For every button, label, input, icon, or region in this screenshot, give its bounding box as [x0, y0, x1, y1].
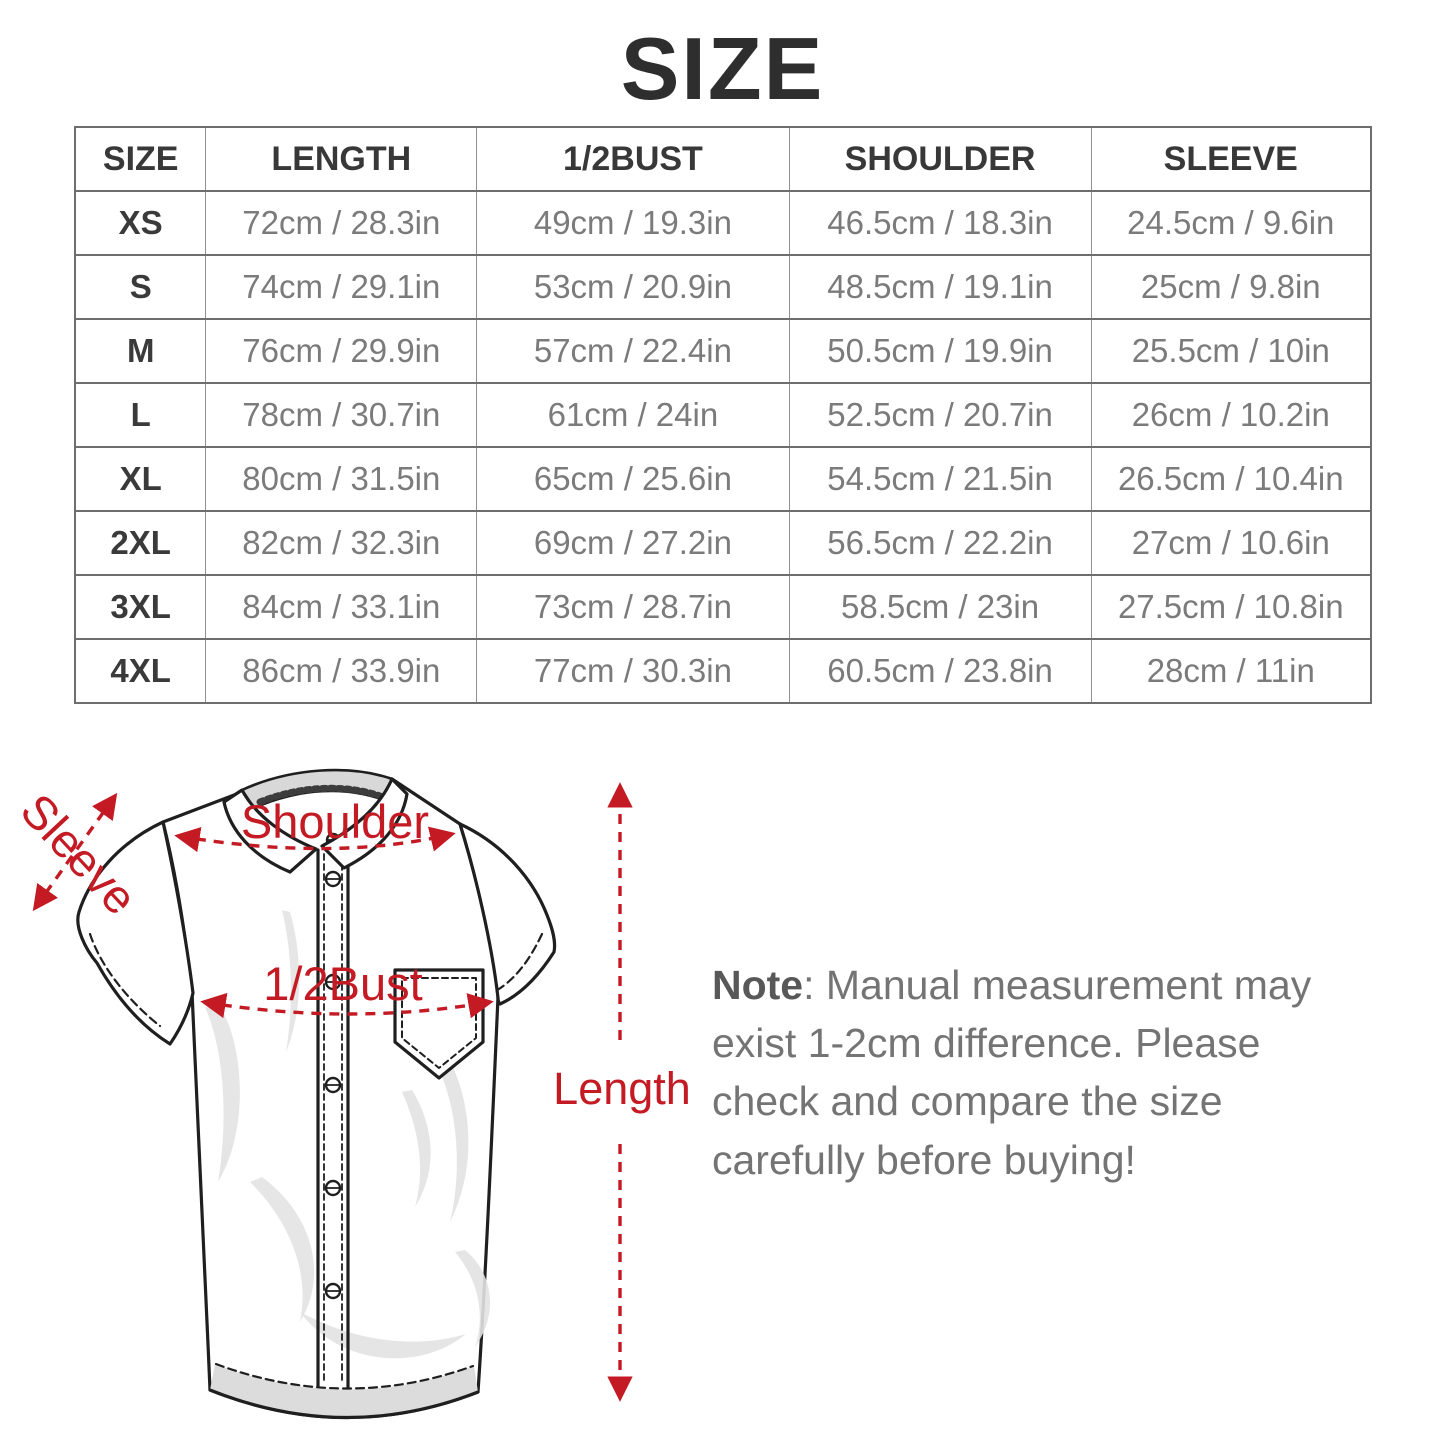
size-cell: XS: [75, 191, 206, 255]
note-label: Note: [712, 962, 804, 1008]
measurement-cell: 26.5cm / 10.4in: [1091, 447, 1371, 511]
table-row: [75, 383, 1371, 447]
shirt-measurement-diagram: [0, 752, 700, 1445]
table-row: [75, 447, 1371, 511]
measurement-cell: 26cm / 10.2in: [1091, 383, 1371, 447]
measurement-cell: 78cm / 30.7in: [206, 383, 477, 447]
column-header: 1/2BUST: [477, 127, 789, 191]
sleeve-label: Sleeve: [10, 783, 148, 925]
table-row: [75, 639, 1371, 703]
measurement-cell: 84cm / 33.1in: [206, 575, 477, 639]
measurement-cell: 52.5cm / 20.7in: [789, 383, 1091, 447]
shirt-body: [163, 774, 498, 1417]
measurement-cell: 57cm / 22.4in: [477, 319, 789, 383]
measurement-cell: 54.5cm / 21.5in: [789, 447, 1091, 511]
measurement-cell: 76cm / 29.9in: [206, 319, 477, 383]
table-row: [75, 255, 1371, 319]
measurement-cell: 74cm / 29.1in: [206, 255, 477, 319]
measurement-cell: 49cm / 19.3in: [477, 191, 789, 255]
size-cell: M: [75, 319, 206, 383]
column-header: SHOULDER: [789, 127, 1091, 191]
table-row: [75, 511, 1371, 575]
measurement-cell: 50.5cm / 19.9in: [789, 319, 1091, 383]
measurement-cell: 46.5cm / 18.3in: [789, 191, 1091, 255]
table-row: [75, 575, 1371, 639]
column-header: LENGTH: [206, 127, 477, 191]
column-header: SIZE: [75, 127, 206, 191]
size-cell: 3XL: [75, 575, 206, 639]
shirt-diagram-svg: [0, 752, 700, 1445]
measurement-cell: 25cm / 9.8in: [1091, 255, 1371, 319]
size-cell: XL: [75, 447, 206, 511]
shoulder-label: Shoulder: [240, 795, 430, 848]
table-header-row: [75, 127, 1371, 191]
measurement-cell: 48.5cm / 19.1in: [789, 255, 1091, 319]
measurement-cell: 25.5cm / 10in: [1091, 319, 1371, 383]
measurement-cell: 27cm / 10.6in: [1091, 511, 1371, 575]
length-label: Length: [553, 1063, 691, 1114]
note-text: [712, 956, 1357, 1189]
half-bust-label: 1/2Bust: [263, 957, 423, 1010]
page-title: SIZE: [620, 19, 825, 118]
measurement-cell: 82cm / 32.3in: [206, 511, 477, 575]
measurement-cell: 86cm / 33.9in: [206, 639, 477, 703]
size-cell: L: [75, 383, 206, 447]
measurement-cell: 72cm / 28.3in: [206, 191, 477, 255]
column-header: SLEEVE: [1091, 127, 1371, 191]
size-cell: S: [75, 255, 206, 319]
size-cell: 4XL: [75, 639, 206, 703]
table-row: [75, 319, 1371, 383]
size-chart-table: [74, 126, 1372, 704]
shirt-illustration: [78, 770, 555, 1417]
measurement-cell: 77cm / 30.3in: [477, 639, 789, 703]
table-row: [75, 191, 1371, 255]
measurement-cell: 53cm / 20.9in: [477, 255, 789, 319]
measurement-cell: 28cm / 11in: [1091, 639, 1371, 703]
measurement-cell: 69cm / 27.2in: [477, 511, 789, 575]
measurement-cell: 58.5cm / 23in: [789, 575, 1091, 639]
note-body: : Manual measurement may exist 1-2cm difference. Please check and compare the size carefully before buying!: [712, 962, 1312, 1183]
measurement-cell: 60.5cm / 23.8in: [789, 639, 1091, 703]
measurement-cell: 73cm / 28.7in: [477, 575, 789, 639]
measurement-cell: 65cm / 25.6in: [477, 447, 789, 511]
measurement-cell: 61cm / 24in: [477, 383, 789, 447]
measurement-cell: 80cm / 31.5in: [206, 447, 477, 511]
measurement-cell: 24.5cm / 9.6in: [1091, 191, 1371, 255]
size-cell: 2XL: [75, 511, 206, 575]
measurement-cell: 27.5cm / 10.8in: [1091, 575, 1371, 639]
measurement-cell: 56.5cm / 22.2in: [789, 511, 1091, 575]
